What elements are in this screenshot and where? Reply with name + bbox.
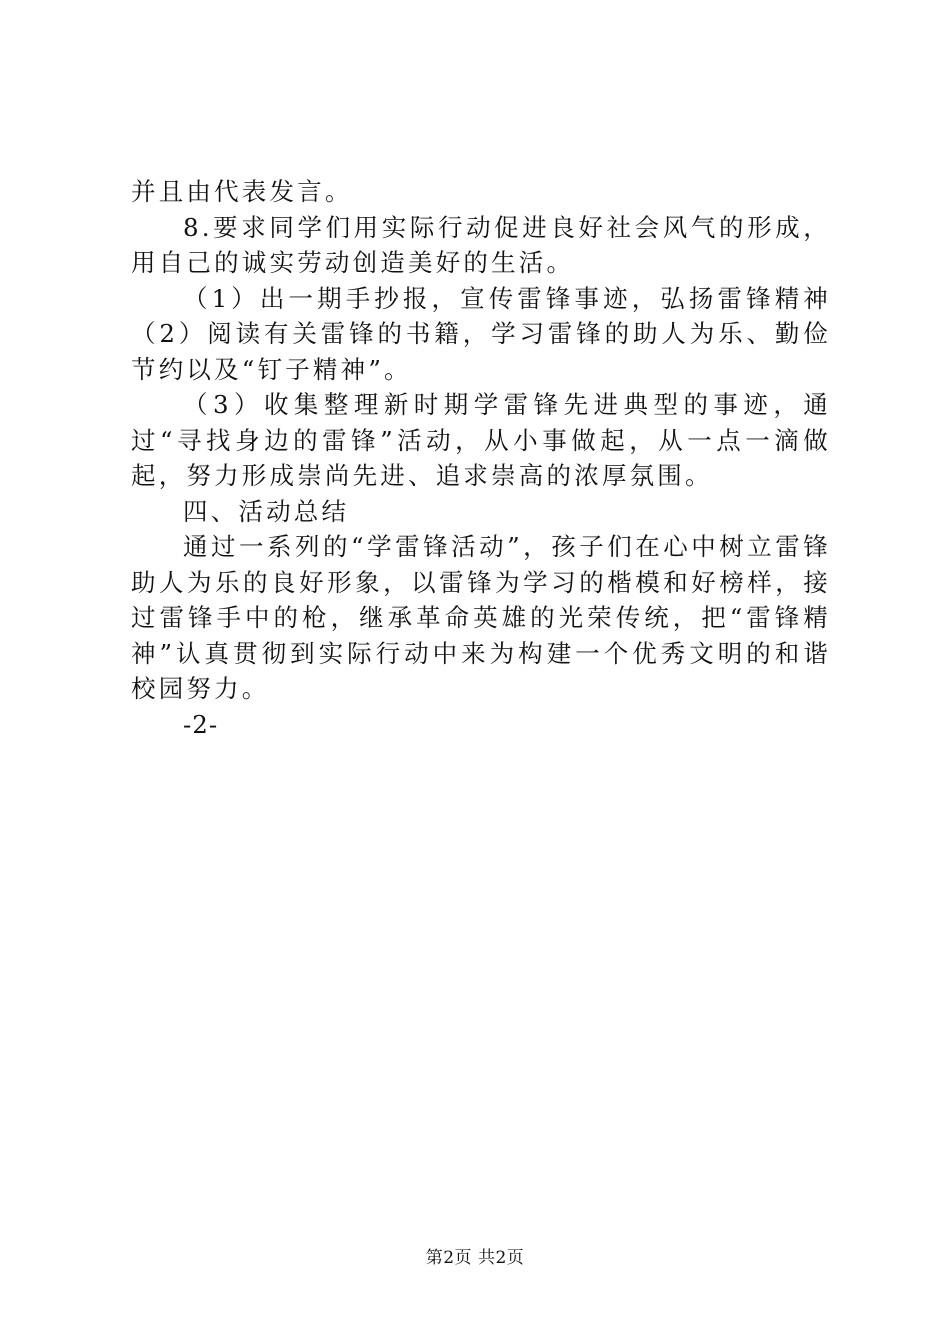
page-footer: 第2页 共2页 (425, 1248, 525, 1268)
page-number-marker: -2- (183, 709, 219, 739)
paragraph-item-8: 8.要求同学们用实际行动促进良好社会风气的形成，用自己的诚实劳动创造美好的生活。 (131, 212, 831, 277)
paragraph-summary: 通过一系列的“学雷锋活动”，孩子们在心中树立雷锋助人为乐的良好形象，以雷锋为学习的楷模和好榜样，接过雷锋手中的枪，继承革命英雄的光荣传统，把“雷锋精神”认真贯彻到实际行动中来为构建一个优秀文明的和谐校园努力。 (131, 532, 831, 703)
document-body (131, 174, 831, 742)
paragraph-subitem-3: （3）收集整理新时期学雷锋先进典型的事迹，通过“寻找身边的雷锋”活动，从小事做起，从一点一滴做起，努力形成崇尚先进、追求崇高的浓厚氛围。 (131, 390, 831, 490)
paragraph-subitems-1-2: （1）出一期手抄报，宣传雷锋事迹，弘扬雷锋精神（2）阅读有关雷锋的书籍，学习雷锋的助人为乐、勤俭节约以及“钉子精神”。 (131, 283, 831, 384)
paragraph-continuation: 并且由代表发言。 (131, 177, 353, 206)
section-heading-summary: 四、活动总结 (183, 496, 350, 526)
